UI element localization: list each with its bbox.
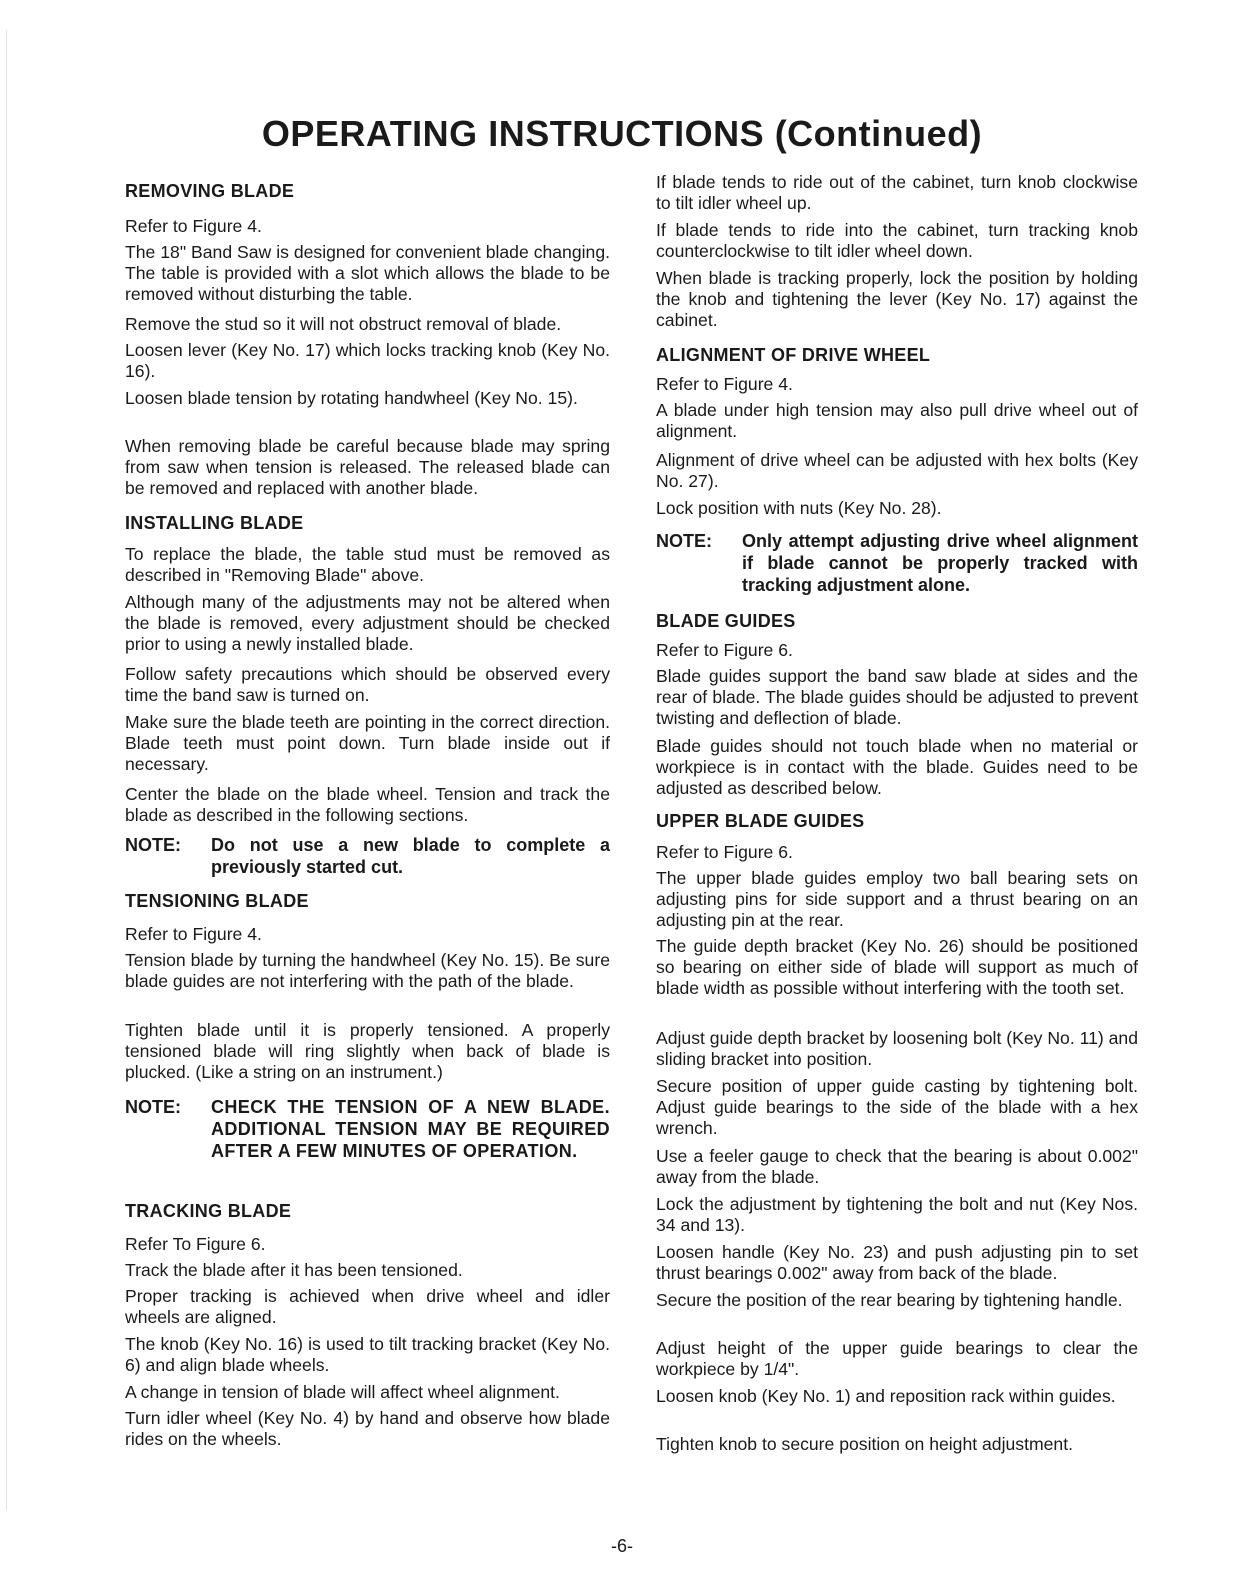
paragraph: When removing blade be careful because blade may spring from saw when tension is released. The released blade can be removed and replaced with another blade. xyxy=(125,436,610,498)
figure-reference: Refer to Figure 4. xyxy=(125,216,262,236)
paragraph: Loosen blade tension by rotating handwheel (Key No. 15). xyxy=(125,388,578,408)
paragraph: Loosen lever (Key No. 17) which locks tracking knob (Key No. 16). xyxy=(125,340,610,381)
note-text: CHECK THE TENSION OF A NEW BLADE. ADDITIONAL TENSION MAY BE REQUIRED AFTER A FEW MINUTES OF OPERATION. xyxy=(211,1097,610,1161)
paragraph: Tighten knob to secure position on height adjustment. xyxy=(656,1434,1073,1454)
paragraph: Alignment of drive wheel can be adjusted with hex bolts (Key No. 27). xyxy=(656,450,1138,491)
paragraph: Secure the position of the rear bearing by tightening handle. xyxy=(656,1290,1123,1310)
paragraph: A change in tension of blade will affect wheel alignment. xyxy=(125,1382,560,1402)
figure-reference: Refer to Figure 6. xyxy=(656,842,793,862)
section-heading-upper-blade-guides: UPPER BLADE GUIDES xyxy=(656,811,865,831)
note-check-tension xyxy=(125,1096,610,1162)
paragraph: Tighten blade until it is properly tensioned. A properly tensioned blade will ring slightly when back of blade is plucked. (Like a string on an instrument.) xyxy=(125,1020,610,1082)
paragraph: Remove the stud so it will not obstruct removal of blade. xyxy=(125,314,562,334)
scan-edge-line xyxy=(6,30,7,1510)
paragraph: Loosen handle (Key No. 23) and push adjusting pin to set thrust bearings 0.002" away from back of the blade. xyxy=(656,1242,1138,1283)
section-heading-tracking-blade: TRACKING BLADE xyxy=(125,1201,292,1221)
paragraph: Proper tracking is achieved when drive wheel and idler wheels are aligned. xyxy=(125,1286,610,1327)
page-title: OPERATING INSTRUCTIONS (Continued) xyxy=(261,113,983,154)
paragraph: Center the blade on the blade wheel. Tension and track the blade as described in the following sections. xyxy=(125,784,610,825)
paragraph: The guide depth bracket (Key No. 26) should be positioned so bearing on either side of blade will support as much of blade width as possible without interfering with the tooth set. xyxy=(656,936,1138,998)
paragraph: Tension blade by turning the handwheel (Key No. 15). Be sure blade guides are not interfering with the path of the blade. xyxy=(125,950,610,991)
figure-reference: Refer To Figure 6. xyxy=(125,1234,266,1254)
paragraph: Blade guides should not touch blade when no material or workpiece is in contact with the blade. Guides need to be adjusted as described below. xyxy=(656,736,1138,798)
paragraph: Follow safety precautions which should be observed every time the band saw is turned on. xyxy=(125,664,610,705)
paragraph: When blade is tracking properly, lock the position by holding the knob and tightening the lever (Key No. 17) against the cabinet. xyxy=(656,268,1138,330)
paragraph: The knob (Key No. 16) is used to tilt tracking bracket (Key No. 6) and align blade wheels. xyxy=(125,1334,610,1375)
section-heading-removing-blade: REMOVING BLADE xyxy=(125,181,295,201)
paragraph: Lock the adjustment by tightening the bolt and nut (Key Nos. 34 and 13). xyxy=(656,1194,1138,1235)
figure-reference: Refer to Figure 4. xyxy=(656,374,793,394)
paragraph: Loosen knob (Key No. 1) and reposition rack within guides. xyxy=(656,1386,1116,1406)
paragraph: Adjust height of the upper guide bearings to clear the workpiece by 1/4". xyxy=(656,1338,1138,1379)
paragraph: Although many of the adjustments may not be altered when the blade is removed, every adjustment should be checked prior to using a newly installed blade. xyxy=(125,592,610,654)
note-label: NOTE: xyxy=(656,531,712,551)
note-new-blade xyxy=(125,834,610,878)
paragraph: Secure position of upper guide casting by tightening bolt. Adjust guide bearings to the side of the blade with a hex wrench. xyxy=(656,1076,1138,1138)
paragraph: Blade guides support the band saw blade at sides and the rear of blade. The blade guides should be adjusted to prevent twisting and deflection of blade. xyxy=(656,666,1138,728)
paragraph: Make sure the blade teeth are pointing in the correct direction. Blade teeth must point down. Turn blade inside out if necessary. xyxy=(125,712,610,774)
figure-reference: Refer to Figure 4. xyxy=(125,924,262,944)
paragraph: Use a feeler gauge to check that the bearing is about 0.002" away from the blade. xyxy=(656,1146,1138,1187)
paragraph: A blade under high tension may also pull drive wheel out of alignment. xyxy=(656,400,1138,441)
paragraph: The 18" Band Saw is designed for convenient blade changing. The table is provided with a slot which allows the blade to be removed without disturbing the table. xyxy=(125,242,610,304)
section-heading-alignment-drive-wheel: ALIGNMENT OF DRIVE WHEEL xyxy=(656,345,931,365)
paragraph: To replace the blade, the table stud must be removed as described in "Removing Blade" above. xyxy=(125,544,610,585)
note-drive-wheel-alignment xyxy=(656,530,1138,596)
paragraph: Adjust guide depth bracket by loosening bolt (Key No. 11) and sliding bracket into position. xyxy=(656,1028,1138,1069)
paragraph: The upper blade guides employ two ball bearing sets on adjusting pins for side support and a thrust bearing on an adjusting pin at the rear. xyxy=(656,868,1138,930)
paragraph: If blade tends to ride into the cabinet, turn tracking knob counterclockwise to tilt idler wheel down. xyxy=(656,220,1138,261)
section-heading-blade-guides: BLADE GUIDES xyxy=(656,611,796,631)
paragraph: Track the blade after it has been tensioned. xyxy=(125,1260,463,1280)
paragraph: If blade tends to ride out of the cabinet, turn knob clockwise to tilt idler wheel up. xyxy=(656,172,1138,213)
note-label: NOTE: xyxy=(125,1097,181,1117)
note-label: NOTE: xyxy=(125,835,181,855)
figure-reference: Refer to Figure 6. xyxy=(656,640,793,660)
paragraph: Turn idler wheel (Key No. 4) by hand and observe how blade rides on the wheels. xyxy=(125,1408,610,1449)
section-heading-installing-blade: INSTALLING BLADE xyxy=(125,513,304,533)
page-number: -6- xyxy=(611,1536,633,1556)
note-text: Only attempt adjusting drive wheel alignment if blade cannot be properly tracked with tracking adjustment alone. xyxy=(742,531,1138,595)
note-text: Do not use a new blade to complete a previously started cut. xyxy=(211,835,610,877)
section-heading-tensioning-blade: TENSIONING BLADE xyxy=(125,891,309,911)
paragraph: Lock position with nuts (Key No. 28). xyxy=(656,498,942,518)
